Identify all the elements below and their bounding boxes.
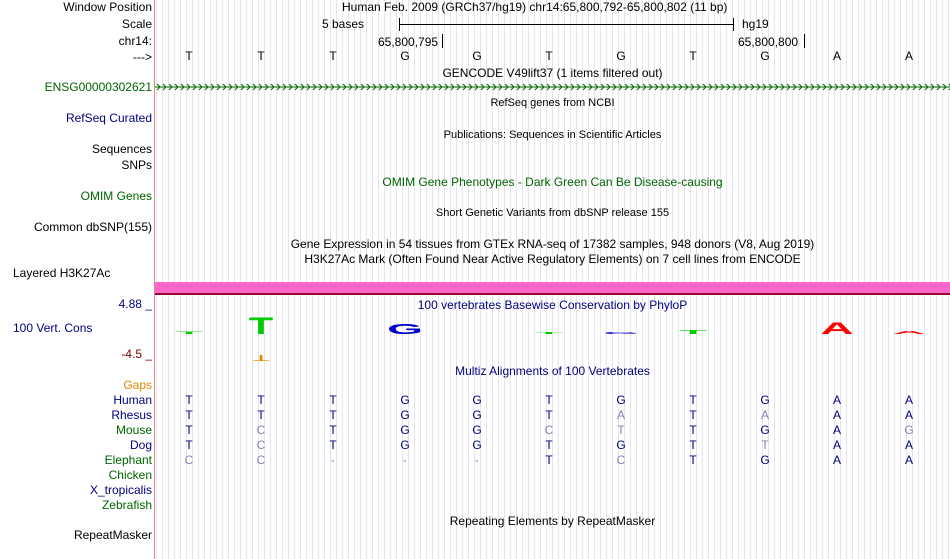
alignment-base: T: [545, 393, 553, 407]
alignment-base: T: [545, 438, 553, 452]
refseq-title[interactable]: RefSeq genes from NCBI: [490, 97, 615, 109]
label-species-xtropicalis[interactable]: X_tropicalis: [89, 483, 152, 497]
scale-bar-right-tick: [733, 18, 734, 31]
label-species-human[interactable]: Human: [113, 393, 152, 407]
label-h3k[interactable]: Layered H3K27Ac: [13, 266, 111, 280]
conservation-letter: T: [678, 328, 708, 336]
alignment-base: A: [904, 393, 913, 407]
label-sequences[interactable]: Sequences: [91, 142, 152, 156]
gtex-title[interactable]: Gene Expression in 54 tissues from GTEx RNA-seq of 17382 samples, 948 donors (V8, Aug 2019): [290, 237, 815, 251]
scale-bar-left-tick: [399, 18, 400, 31]
alignment-base: G: [400, 423, 410, 437]
alignment-base: -: [403, 453, 407, 467]
scale-text: 5 bases: [322, 17, 365, 31]
alignment-base: T: [257, 393, 265, 407]
alignment-base: T: [545, 408, 553, 422]
conservation-letter: G: [603, 331, 639, 335]
alignment-base: C: [616, 453, 626, 467]
alignment-base: A: [832, 438, 841, 452]
alignment-base: G: [472, 423, 482, 437]
alignment-base: A: [832, 393, 841, 407]
label-repeatmasker[interactable]: RepeatMasker: [73, 528, 152, 542]
label-cons[interactable]: 100 Vert. Cons: [13, 321, 93, 335]
alignment-base: C: [256, 453, 266, 467]
alignment-base: A: [832, 408, 841, 422]
alignment-base: C: [184, 453, 194, 467]
alignment-base: C: [256, 438, 266, 452]
alignment-base: G: [472, 408, 482, 422]
label-arrow: --->: [133, 50, 152, 64]
label-species-dog[interactable]: Dog: [129, 438, 152, 452]
alignment-base: T: [761, 438, 769, 452]
alignment-base: T: [329, 408, 337, 422]
h3k27ac-baseline: [155, 293, 950, 295]
position-mark-2: [804, 34, 805, 48]
alignment-base: A: [832, 453, 841, 467]
alignment-base: G: [616, 438, 626, 452]
alignment-base: T: [689, 438, 697, 452]
reference-base: T: [689, 49, 697, 63]
conservation-logo[interactable]: [155, 314, 950, 364]
label-omim[interactable]: OMIM Genes: [80, 189, 152, 203]
publications-title[interactable]: Publications: Sequences in Scientific Articles: [443, 129, 662, 141]
alignment-base: G: [400, 438, 410, 452]
conservation-letter: T: [248, 314, 274, 340]
position-label-2: 65,800,800: [738, 35, 799, 49]
label-species-chicken[interactable]: Chicken: [108, 468, 152, 482]
label-species-mouse[interactable]: Mouse: [115, 423, 152, 437]
reference-base: G: [760, 49, 770, 63]
alignment-base: -: [475, 453, 479, 467]
gencode-title[interactable]: GENCODE V49lift37 (1 items filtered out): [442, 66, 663, 80]
alignment-base: A: [904, 453, 913, 467]
label-cons-max: 4.88 _: [118, 297, 152, 311]
reference-base: G: [400, 49, 410, 63]
label-dbsnp[interactable]: Common dbSNP(155): [33, 220, 152, 234]
multiz-title[interactable]: Multiz Alignments of 100 Vertebrates: [455, 364, 650, 378]
alignment-base: T: [329, 393, 337, 407]
alignment-base: -: [331, 453, 335, 467]
conservation-negative-letter: T: [252, 352, 270, 363]
reference-base: T: [257, 49, 265, 63]
alignment-base: T: [689, 408, 697, 422]
reference-base: T: [185, 49, 193, 63]
position-mark-1: [442, 34, 443, 48]
alignment-base: T: [257, 408, 265, 422]
alignment-base: A: [904, 438, 913, 452]
alignment-base: T: [185, 393, 193, 407]
conservation-letter: A: [820, 319, 854, 338]
conservation-letter: T: [534, 331, 564, 335]
alignment-base: C: [256, 423, 266, 437]
track-area[interactable]: [155, 0, 950, 559]
scale-bar: [399, 24, 733, 25]
label-gaps[interactable]: Gaps: [123, 378, 152, 392]
alignment-base: T: [185, 408, 193, 422]
label-scale: Scale: [121, 17, 152, 31]
h3k27ac-signal[interactable]: [155, 282, 950, 293]
reference-base: T: [329, 49, 337, 63]
omim-title[interactable]: OMIM Gene Phenotypes - Dark Green Can Be Disease-causing: [382, 175, 723, 189]
reference-base: A: [904, 49, 913, 63]
alignment-base: G: [400, 393, 410, 407]
conservation-letter: A: [892, 329, 926, 335]
alignment-base: G: [472, 393, 482, 407]
label-species-zebrafish[interactable]: Zebrafish: [101, 498, 152, 512]
alignment-base: T: [185, 438, 193, 452]
phylop-title[interactable]: 100 vertebrates Basewise Conservation by PhyloP: [417, 298, 688, 312]
label-refseq[interactable]: RefSeq Curated: [65, 111, 152, 125]
alignment-base: G: [400, 408, 410, 422]
alignment-base: T: [689, 423, 697, 437]
label-species-rhesus[interactable]: Rhesus: [111, 408, 152, 422]
reference-base: A: [832, 49, 841, 63]
alignment-base: G: [760, 393, 770, 407]
alignment-base: G: [904, 423, 914, 437]
alignment-base: G: [760, 423, 770, 437]
track-labels: [0, 0, 154, 559]
label-chr: chr14:: [118, 34, 152, 48]
alignment-base: G: [472, 438, 482, 452]
h3k-title[interactable]: H3K27Ac Mark (Often Found Near Active Regulatory Elements) on 7 cell lines from ENCODE: [304, 252, 801, 266]
reference-base: G: [616, 49, 626, 63]
alignment-base: T: [689, 393, 697, 407]
alignment-base: T: [689, 453, 697, 467]
alignment-base: A: [760, 408, 769, 422]
assembly-position: Human Feb. 2009 (GRCh37/hg19) chr14:65,800,792-65,800,802 (11 bp): [342, 0, 728, 14]
alignment-base: G: [760, 453, 770, 467]
scale-db: hg19: [742, 17, 769, 31]
position-label-1: 65,800,795: [378, 35, 439, 49]
reference-base: T: [545, 49, 553, 63]
label-window-position: Window Position: [63, 0, 152, 14]
alignment-base: T: [545, 453, 553, 467]
repeatmasker-title[interactable]: Repeating Elements by RepeatMasker: [449, 514, 656, 528]
label-snps[interactable]: SNPs: [121, 158, 152, 172]
alignment-base: A: [904, 408, 913, 422]
alignment-base: A: [832, 423, 841, 437]
alignment-base: T: [617, 423, 625, 437]
alignment-base: C: [544, 423, 554, 437]
conservation-letter: T: [174, 330, 204, 335]
alignment-base: T: [185, 423, 193, 437]
alignment-base: T: [329, 438, 337, 452]
label-ensg[interactable]: ENSG00000302621: [44, 80, 152, 94]
alignment-base: A: [616, 408, 625, 422]
alignment-base: G: [616, 393, 626, 407]
reference-base: G: [472, 49, 482, 63]
label-species-elephant[interactable]: Elephant: [104, 453, 152, 467]
gencode-feature[interactable]: [155, 82, 950, 92]
dbsnp-title[interactable]: Short Genetic Variants from dbSNP release 155: [435, 207, 670, 219]
conservation-letter: G: [387, 320, 423, 338]
label-cons-min: -4.5 _: [121, 347, 152, 361]
alignment-base: T: [329, 423, 337, 437]
